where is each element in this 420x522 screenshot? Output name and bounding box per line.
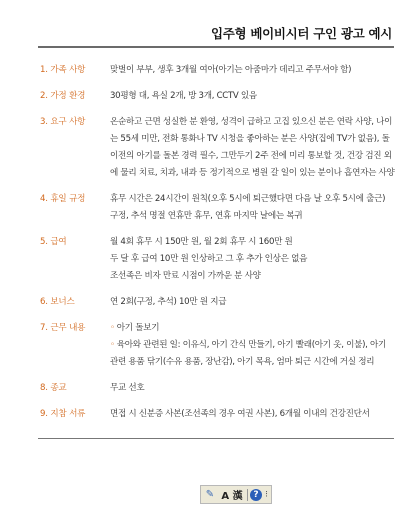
item-line: 조선족은 비자 만료 시점이 가까운 분 사양 [110,271,261,281]
item-row [40,114,396,182]
item-content [110,234,396,285]
item-label: 9. 지참 서류 [40,409,86,419]
item-line: 맞벌이 부부, 생후 3개월 여아(아기는 아줌마가 데리고 주무셔야 함) [110,65,352,75]
item-content [110,294,396,311]
bullet-icon: ◦ [110,323,115,333]
item-line: 구정, 추석 명절 연휴만 휴무, 연휴 마지막 날에는 복귀 [110,211,303,221]
item-label: 2. 가정 환경 [40,91,86,101]
item-row [40,294,396,311]
item-row [40,62,396,79]
item-line: 온순하고 근면 성실한 분 환영, 성격이 급하고 고집 있으신 분은 연락 사양, 나이는 55세 미만, 전화 통화나 TV 시청을 좋아하는 분은 사양(집에 TV가 없음), 돌 이전의 아기를 돌본 경력 필수, 그만두기 2주 전에 미리 통보할 것, 건강 검진 외에 물리 치료, 치과, 내과 등 정기적으로 병원 갈 일이 있는 분이나 흡연자는 사양 [110,117,395,178]
item-content [110,406,396,423]
item-row [40,234,396,285]
item-row [40,406,396,423]
item-line: 월 4회 휴무 시 150만 원, 월 2회 휴무 시 160만 원 [110,237,293,247]
item-label: 8. 종교 [40,383,67,393]
item-line: 연 2회(구정, 추석) 10만 원 지급 [110,297,227,307]
toolbar-separator [247,489,248,501]
item-label: 4. 휴일 규정 [40,194,86,204]
help-icon[interactable]: ? [250,489,262,501]
item-label: 6. 보너스 [40,297,75,307]
item-row [40,380,396,397]
item-content [110,88,396,105]
toolbar-options-icon[interactable]: ⁝ [265,489,268,500]
item-line: 30평형 대, 욕실 2개, 방 3개, CCTV 있음 [110,91,257,101]
bullet-icon: ◦ [110,340,115,350]
item-line: 두 달 후 급여 10만 원 인상하고 그 후 추가 인상은 없음 [110,254,308,264]
item-content [110,320,396,371]
item-label: 3. 요구 사항 [40,117,86,127]
bullet-item [110,337,396,371]
title-divider [38,46,394,48]
item-list [40,62,396,432]
item-line: 면접 시 신분증 사본(조선족의 경우 여권 사본), 6개월 이내의 건강진단서 [110,409,370,419]
item-line: 휴무 시간은 24시간이 원칙(오후 5시에 퇴근했다면 다음 날 오후 5시에 출근) [110,194,386,204]
item-content [110,191,396,225]
bullet-item [110,320,396,337]
item-content [110,114,396,182]
item-row [40,191,396,225]
item-content [110,380,396,397]
item-line: 무교 선호 [110,383,145,393]
bottom-divider [38,438,394,439]
item-label: 5. 급여 [40,237,67,247]
document-title: 입주형 베이비시터 구인 광고 예시 [210,26,392,41]
item-label: 1. 가족 사항 [40,65,86,75]
bullet-text: 아기 돌보기 [116,323,160,333]
item-row [40,88,396,105]
bullet-text: 육아와 관련된 일: 이유식, 아기 간식 만들기, 아기 빨래(아기 옷, 이불), 아기 관련 용품 닦기(수유 용품, 장난감), 아기 목욕, 엄마 퇴근 시간에 거실 정리 [110,340,387,367]
pencil-icon[interactable]: ✎ [205,489,215,500]
item-row [40,320,396,371]
item-content [110,62,396,79]
ime-toolbar[interactable] [200,485,272,504]
item-label: 7. 근무 내용 [40,323,86,333]
hanja-conversion-button[interactable]: A 漢 [221,491,243,502]
